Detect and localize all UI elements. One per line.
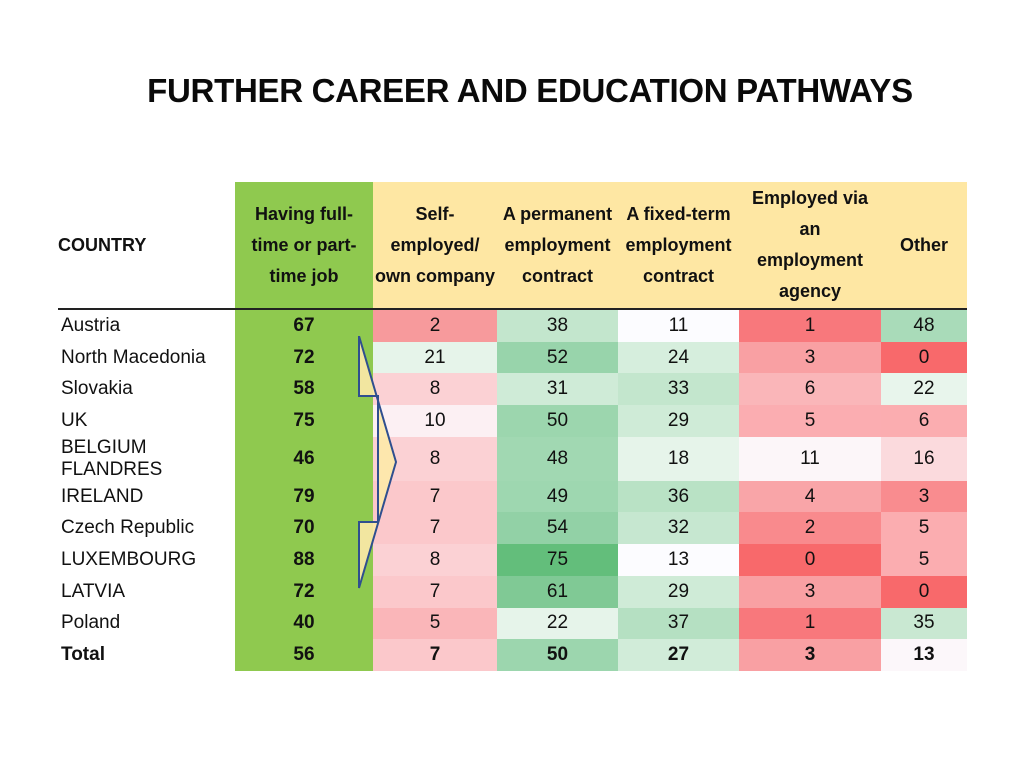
value-cell: 40 — [235, 608, 373, 640]
country-cell: Austria — [58, 309, 235, 342]
country-cell: Czech Republic — [58, 512, 235, 544]
slide-title: FURTHER CAREER AND EDUCATION PATHWAYS — [147, 72, 913, 109]
right-arrow-icon — [356, 336, 400, 592]
value-cell: 48 — [881, 309, 967, 342]
value-cell: 67 — [235, 309, 373, 342]
value-cell: 7 — [373, 512, 497, 544]
header-permanent-contract — [497, 182, 618, 309]
header-line: Self- — [415, 203, 455, 224]
header-line: own company — [374, 265, 495, 286]
value-cell: 0 — [881, 342, 967, 374]
value-cell: 31 — [497, 373, 618, 405]
header-line: COUNTRY — [58, 234, 147, 255]
value-cell: 18 — [618, 437, 739, 481]
value-cell: 50 — [497, 639, 618, 671]
header-line: employment — [625, 234, 732, 255]
value-cell: 36 — [618, 481, 739, 513]
country-cell: UK — [58, 405, 235, 437]
country-cell: Poland — [58, 608, 235, 640]
value-cell: 22 — [881, 373, 967, 405]
value-cell: 61 — [497, 576, 618, 608]
header-other — [881, 182, 967, 309]
value-cell: 7 — [373, 639, 497, 671]
table-row — [58, 342, 967, 374]
pathways-table-container — [58, 182, 967, 671]
header-line: Having full- — [255, 203, 353, 224]
value-cell: 38 — [497, 309, 618, 342]
value-cell: 7 — [373, 481, 497, 513]
value-cell: 75 — [497, 544, 618, 576]
country-cell: BELGIUM FLANDRES — [58, 437, 235, 481]
table-row — [58, 405, 967, 437]
header-line: employed/ — [390, 234, 480, 255]
value-cell: 70 — [235, 512, 373, 544]
value-cell: 4 — [739, 481, 881, 513]
header-self-employed — [373, 182, 497, 309]
value-cell: 50 — [497, 405, 618, 437]
value-cell: 8 — [373, 437, 497, 481]
country-cell: LUXEMBOURG — [58, 544, 235, 576]
value-cell: 29 — [618, 405, 739, 437]
header-line: A fixed-term — [626, 203, 731, 224]
country-cell: North Macedonia — [58, 342, 235, 374]
value-cell: 33 — [618, 373, 739, 405]
value-cell: 8 — [373, 544, 497, 576]
table-row — [58, 639, 967, 671]
value-cell: 3 — [739, 576, 881, 608]
value-cell: 3 — [739, 639, 881, 671]
value-cell: 5 — [881, 512, 967, 544]
value-cell: 75 — [235, 405, 373, 437]
value-cell: 3 — [881, 481, 967, 513]
header-line: time job — [269, 265, 339, 286]
country-cell: LATVIA — [58, 576, 235, 608]
value-cell: 13 — [881, 639, 967, 671]
value-cell: 32 — [618, 512, 739, 544]
value-cell: 24 — [618, 342, 739, 374]
value-cell: 72 — [235, 576, 373, 608]
header-line: contract — [521, 265, 593, 286]
table-body — [58, 309, 967, 671]
value-cell: 79 — [235, 481, 373, 513]
value-cell: 7 — [373, 576, 497, 608]
value-cell: 52 — [497, 342, 618, 374]
table-row — [58, 309, 967, 342]
table-row — [58, 437, 967, 481]
header-line: A permanent — [502, 203, 613, 224]
value-cell: 48 — [497, 437, 618, 481]
value-cell: 6 — [739, 373, 881, 405]
value-cell: 8 — [373, 373, 497, 405]
value-cell: 1 — [739, 309, 881, 342]
table-row — [58, 608, 967, 640]
table-row — [58, 373, 967, 405]
country-cell: IRELAND — [58, 481, 235, 513]
value-cell: 58 — [235, 373, 373, 405]
value-cell: 37 — [618, 608, 739, 640]
value-cell: 49 — [497, 481, 618, 513]
value-cell: 3 — [739, 342, 881, 374]
header-employment-agency — [739, 182, 881, 309]
header-line: Employed via an — [751, 188, 869, 239]
value-cell: 35 — [881, 608, 967, 640]
header-line: Other — [899, 234, 948, 255]
value-cell: 11 — [739, 437, 881, 481]
value-cell: 27 — [618, 639, 739, 671]
header-row — [58, 182, 967, 309]
value-cell: 1 — [739, 608, 881, 640]
header-job — [235, 182, 373, 309]
table-row — [58, 576, 967, 608]
value-cell: 29 — [618, 576, 739, 608]
header-country — [58, 182, 235, 309]
value-cell: 16 — [881, 437, 967, 481]
table-row — [58, 481, 967, 513]
pathways-table — [58, 182, 967, 671]
country-cell: Total — [58, 639, 235, 671]
value-cell: 72 — [235, 342, 373, 374]
value-cell: 0 — [881, 576, 967, 608]
value-cell: 56 — [235, 639, 373, 671]
header-line: contract — [642, 265, 714, 286]
header-line: time or part- — [251, 234, 357, 255]
value-cell: 2 — [373, 309, 497, 342]
header-line: employment — [504, 234, 611, 255]
value-cell: 2 — [739, 512, 881, 544]
value-cell: 13 — [618, 544, 739, 576]
country-cell: Slovakia — [58, 373, 235, 405]
header-fixed-term-contract — [618, 182, 739, 309]
value-cell: 11 — [618, 309, 739, 342]
value-cell: 88 — [235, 544, 373, 576]
table-row — [58, 544, 967, 576]
header-line: agency — [778, 281, 842, 301]
value-cell: 5 — [373, 608, 497, 640]
value-cell: 22 — [497, 608, 618, 640]
value-cell: 5 — [739, 405, 881, 437]
value-cell: 6 — [881, 405, 967, 437]
header-line: employment — [756, 250, 864, 270]
value-cell: 46 — [235, 437, 373, 481]
table-row — [58, 512, 967, 544]
value-cell: 54 — [497, 512, 618, 544]
value-cell: 21 — [373, 342, 497, 374]
value-cell: 10 — [373, 405, 497, 437]
value-cell: 0 — [739, 544, 881, 576]
value-cell: 5 — [881, 544, 967, 576]
